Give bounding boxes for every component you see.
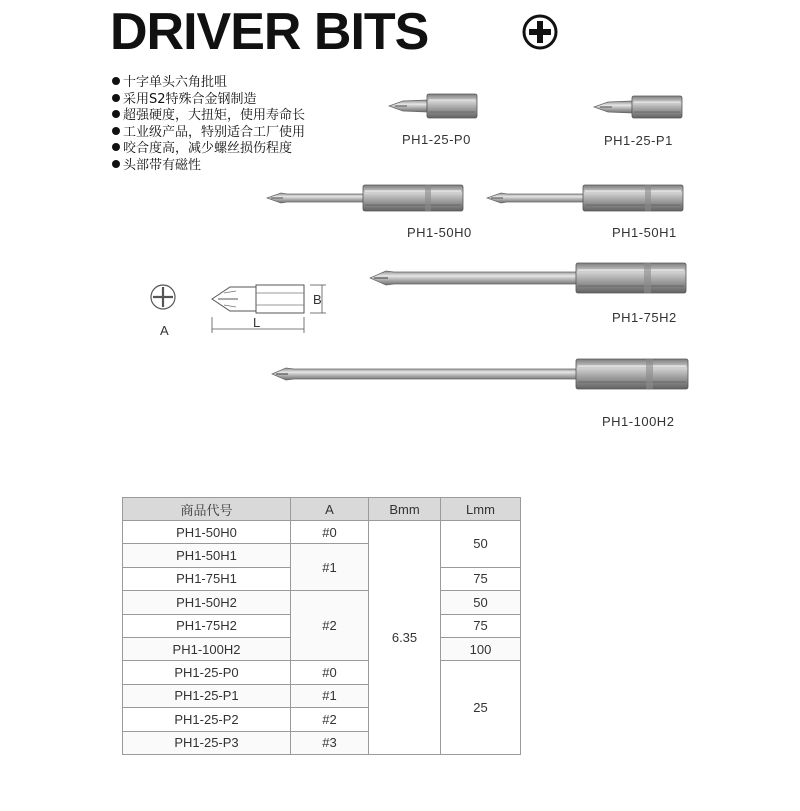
feature-text: 工业级产品，特别适合工厂使用 <box>123 124 306 140</box>
a-cell: #3 <box>291 731 369 754</box>
feature-text: 超强硬度，大扭矩，使用寿命长 <box>123 108 306 123</box>
l-cell: 25 <box>441 661 521 755</box>
feature-text: 头部带有磁性 <box>123 157 202 173</box>
feature-text: 十字单头六角批咀 <box>123 75 228 90</box>
spec-table <box>122 497 521 755</box>
model-cell: PH1-50H1 <box>123 544 291 567</box>
table-row <box>123 661 521 684</box>
bit-label: PH1-75H2 <box>612 310 677 325</box>
bit-label: PH1-50H1 <box>612 225 677 240</box>
diagram-label-a: A <box>160 323 169 338</box>
feature-item <box>112 108 305 125</box>
table-row <box>123 521 521 544</box>
feature-item <box>112 125 305 142</box>
feature-item <box>112 158 305 175</box>
model-cell: PH1-100H2 <box>123 637 291 660</box>
bit-image-ph1-50h1 <box>485 181 690 215</box>
bullet-icon <box>112 160 120 168</box>
l-cell: 75 <box>441 614 521 637</box>
bit-image-ph1-50h0 <box>265 181 470 215</box>
bit-label: PH1-50H0 <box>407 225 472 240</box>
l-cell: 50 <box>441 591 521 614</box>
a-cell: #0 <box>291 521 369 544</box>
diagram-label-b: B <box>313 292 322 307</box>
model-cell: PH1-25-P1 <box>123 684 291 707</box>
l-cell: 75 <box>441 567 521 590</box>
column-header-model: 商品代号 <box>123 498 291 521</box>
l-cell: 100 <box>441 637 521 660</box>
bullet-icon <box>112 127 120 135</box>
bullet-icon <box>112 77 120 85</box>
diagram-label-l: L <box>253 315 261 330</box>
a-cell: #1 <box>291 544 369 591</box>
dimension-diagram <box>148 283 338 343</box>
model-cell: PH1-50H2 <box>123 591 291 614</box>
a-cell: #1 <box>291 684 369 707</box>
phillips-cross-icon <box>522 14 558 50</box>
bit-label: PH1-25-P1 <box>604 133 673 148</box>
b-cell: 6.35 <box>369 521 441 755</box>
column-header-a: A <box>291 498 369 521</box>
feature-item <box>112 75 305 92</box>
feature-list <box>112 75 305 174</box>
bullet-icon <box>112 110 120 118</box>
feature-text: 采用S2特殊合金钢制造 <box>123 91 257 107</box>
l-cell: 50 <box>441 521 521 568</box>
a-cell: #2 <box>291 591 369 661</box>
feature-text: 咬合度高，减少螺丝损伤程度 <box>123 141 293 156</box>
a-cell: #0 <box>291 661 369 684</box>
bit-image-ph1-75h2 <box>368 258 693 298</box>
bullet-icon <box>112 94 120 102</box>
model-cell: PH1-75H2 <box>123 614 291 637</box>
feature-item <box>112 141 305 158</box>
bullet-icon <box>112 143 120 151</box>
column-header-b: Bmm <box>369 498 441 521</box>
model-cell: PH1-50H0 <box>123 521 291 544</box>
model-cell: PH1-25-P3 <box>123 731 291 754</box>
bit-image-ph1-25-p0 <box>385 91 495 121</box>
bit-image-ph1-100h2 <box>270 356 695 392</box>
model-cell: PH1-75H1 <box>123 567 291 590</box>
bit-label: PH1-100H2 <box>602 414 675 429</box>
table-row <box>123 591 521 614</box>
feature-item <box>112 92 305 109</box>
column-header-l: Lmm <box>441 498 521 521</box>
bit-label: PH1-25-P0 <box>402 132 471 147</box>
table-header-row <box>123 498 521 521</box>
page-title: DRIVER BITS <box>110 3 429 61</box>
model-cell: PH1-25-P0 <box>123 661 291 684</box>
a-cell: #2 <box>291 708 369 731</box>
model-cell: PH1-25-P2 <box>123 708 291 731</box>
bit-image-ph1-25-p1 <box>588 92 698 122</box>
